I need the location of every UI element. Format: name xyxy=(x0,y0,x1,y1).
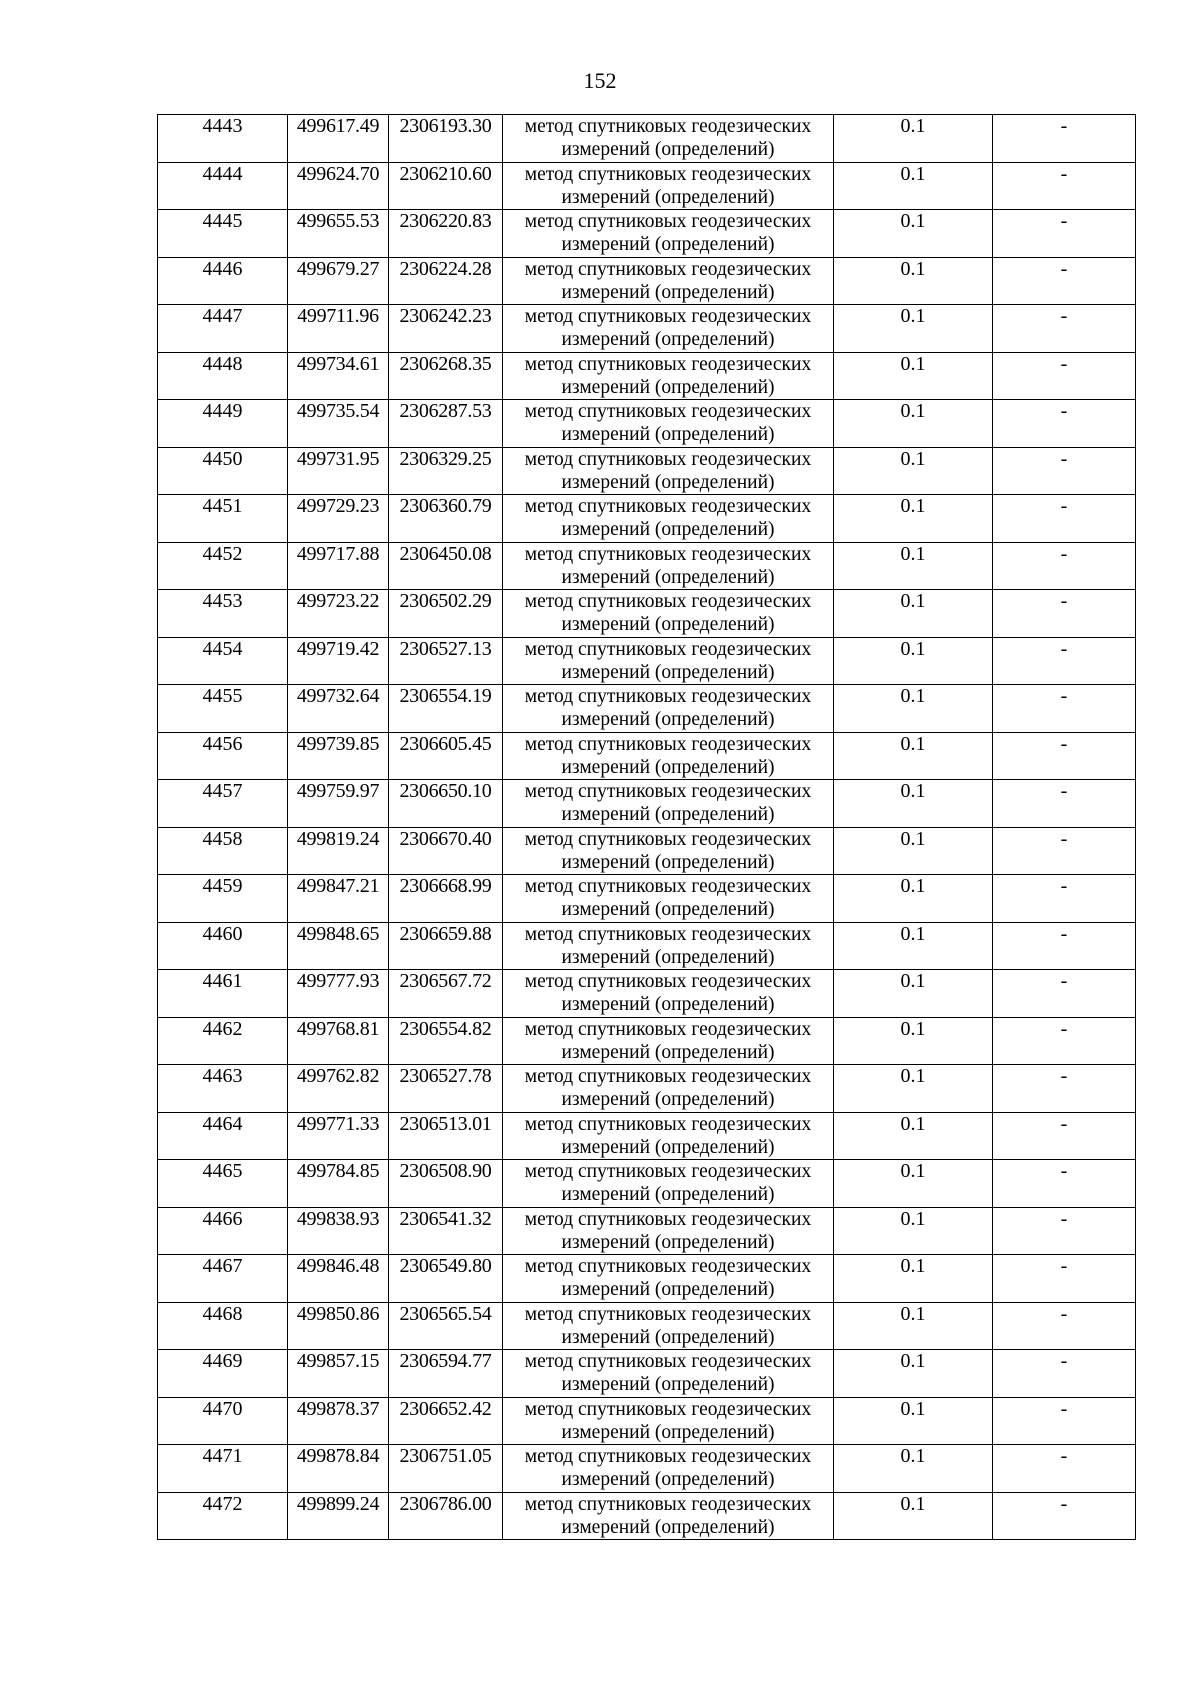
x-coordinate-cell: 499624.70 xyxy=(288,162,389,210)
y-coordinate-cell: 2306786.00 xyxy=(389,1492,503,1540)
table-row xyxy=(158,352,1136,400)
table-row xyxy=(158,1350,1136,1398)
x-coordinate-cell: 499857.15 xyxy=(288,1350,389,1398)
method-text-line2: измерений (определений) xyxy=(561,661,775,683)
method-cell xyxy=(503,1302,834,1350)
y-coordinate-cell: 2306360.79 xyxy=(389,495,503,543)
method-text-line2: измерений (определений) xyxy=(561,1089,775,1110)
y-coordinate-cell: 2306508.90 xyxy=(389,1160,503,1208)
table-row xyxy=(158,1492,1136,1540)
point-id-cell: 4467 xyxy=(158,1255,288,1303)
point-id-cell: 4462 xyxy=(158,1017,288,1065)
accuracy-cell: 0.1 xyxy=(834,1445,993,1493)
method-text-line1: метод спутниковых геодезических xyxy=(524,1113,812,1135)
note-cell: - xyxy=(993,1112,1136,1160)
method-text-line1: метод спутниковых геодезических xyxy=(524,923,812,945)
y-coordinate-cell: 2306565.54 xyxy=(389,1302,503,1350)
y-coordinate-cell: 2306527.13 xyxy=(389,637,503,685)
method-cell xyxy=(503,400,834,448)
method-text-line2: измерений (определений) xyxy=(561,1469,775,1490)
accuracy-cell: 0.1 xyxy=(834,1255,993,1303)
table-row xyxy=(158,1445,1136,1493)
accuracy-cell: 0.1 xyxy=(834,447,993,495)
method-text-line1: метод спутниковых геодезических xyxy=(524,686,812,707)
method-cell xyxy=(503,827,834,875)
x-coordinate-cell: 499819.24 xyxy=(288,827,389,875)
note-cell: - xyxy=(993,1350,1136,1398)
method-text-line2: измерений (определений) xyxy=(561,614,775,635)
point-id-cell: 4455 xyxy=(158,685,288,733)
table-row xyxy=(158,875,1136,923)
method-text-line1: метод спутниковых геодезических xyxy=(524,543,812,565)
method-cell xyxy=(503,637,834,685)
accuracy-cell: 0.1 xyxy=(834,970,993,1018)
method-text-line1: метод спутниковых геодезических xyxy=(524,1446,812,1467)
method-text-line1: метод спутниковых геодезических xyxy=(524,1351,812,1372)
accuracy-cell: 0.1 xyxy=(834,875,993,923)
method-text-line1: метод спутниковых геодезических xyxy=(524,1208,812,1230)
method-cell xyxy=(503,1017,834,1065)
method-text-line1: метод спутниковых геодезических xyxy=(524,876,812,897)
table-row xyxy=(158,447,1136,495)
x-coordinate-cell: 499723.22 xyxy=(288,590,389,638)
method-text-line2: измерений (определений) xyxy=(561,1326,775,1348)
method-text-line2: измерений (определений) xyxy=(561,756,775,778)
table-row xyxy=(158,305,1136,353)
y-coordinate-cell: 2306751.05 xyxy=(389,1445,503,1493)
method-text-line2: измерений (определений) xyxy=(561,1231,775,1253)
method-text-line2: измерений (определений) xyxy=(561,946,775,968)
table-row xyxy=(158,1112,1136,1160)
point-id-cell: 4463 xyxy=(158,1065,288,1113)
method-cell xyxy=(503,1445,834,1493)
method-cell xyxy=(503,1160,834,1208)
accuracy-cell: 0.1 xyxy=(834,400,993,448)
table-row xyxy=(158,1397,1136,1445)
accuracy-cell: 0.1 xyxy=(834,115,993,163)
note-cell: - xyxy=(993,162,1136,210)
table-row xyxy=(158,495,1136,543)
method-text-line1: метод спутниковых геодезических xyxy=(524,733,812,755)
method-cell xyxy=(503,162,834,210)
method-text-line1: метод спутниковых геодезических xyxy=(524,163,812,185)
accuracy-cell: 0.1 xyxy=(834,685,993,733)
method-text-line1: метод спутниковых геодезических xyxy=(524,1066,812,1087)
y-coordinate-cell: 2306668.99 xyxy=(389,875,503,923)
method-text-line2: измерений (определений) xyxy=(561,709,775,730)
accuracy-cell: 0.1 xyxy=(834,1207,993,1255)
note-cell: - xyxy=(993,827,1136,875)
method-text-line1: метод спутниковых геодезических xyxy=(524,1256,812,1277)
accuracy-cell: 0.1 xyxy=(834,162,993,210)
method-cell xyxy=(503,257,834,305)
method-text-line1: метод спутниковых геодезических xyxy=(524,1493,812,1515)
accuracy-cell: 0.1 xyxy=(834,590,993,638)
method-cell xyxy=(503,1112,834,1160)
note-cell: - xyxy=(993,1302,1136,1350)
x-coordinate-cell: 499617.49 xyxy=(288,115,389,163)
point-id-cell: 4465 xyxy=(158,1160,288,1208)
y-coordinate-cell: 2306605.45 xyxy=(389,732,503,780)
x-coordinate-cell: 499734.61 xyxy=(288,352,389,400)
point-id-cell: 4445 xyxy=(158,210,288,258)
note-cell: - xyxy=(993,115,1136,163)
note-cell: - xyxy=(993,400,1136,448)
accuracy-cell: 0.1 xyxy=(834,1492,993,1540)
accuracy-cell: 0.1 xyxy=(834,1302,993,1350)
x-coordinate-cell: 499784.85 xyxy=(288,1160,389,1208)
table-row xyxy=(158,115,1136,163)
note-cell: - xyxy=(993,1492,1136,1540)
note-cell: - xyxy=(993,637,1136,685)
x-coordinate-cell: 499731.95 xyxy=(288,447,389,495)
method-cell xyxy=(503,590,834,638)
point-id-cell: 4456 xyxy=(158,732,288,780)
method-text-line2: измерений (определений) xyxy=(561,994,775,1015)
accuracy-cell: 0.1 xyxy=(834,352,993,400)
note-cell: - xyxy=(993,685,1136,733)
point-id-cell: 4446 xyxy=(158,257,288,305)
x-coordinate-cell: 499719.42 xyxy=(288,637,389,685)
point-id-cell: 4451 xyxy=(158,495,288,543)
accuracy-cell: 0.1 xyxy=(834,922,993,970)
method-text-line1: метод спутниковых геодезических xyxy=(524,828,812,850)
method-text-line1: метод спутниковых геодезических xyxy=(524,401,812,422)
note-cell: - xyxy=(993,210,1136,258)
accuracy-cell: 0.1 xyxy=(834,1112,993,1160)
method-text-line1: метод спутниковых геодезических xyxy=(524,211,812,232)
x-coordinate-cell: 499848.65 xyxy=(288,922,389,970)
method-text-line2: измерений (определений) xyxy=(561,851,775,873)
y-coordinate-cell: 2306659.88 xyxy=(389,922,503,970)
point-id-cell: 4472 xyxy=(158,1492,288,1540)
accuracy-cell: 0.1 xyxy=(834,1350,993,1398)
method-cell xyxy=(503,115,834,163)
point-id-cell: 4469 xyxy=(158,1350,288,1398)
y-coordinate-cell: 2306527.78 xyxy=(389,1065,503,1113)
table-row xyxy=(158,780,1136,828)
y-coordinate-cell: 2306650.10 xyxy=(389,780,503,828)
method-text-line2: измерений (определений) xyxy=(561,376,775,398)
accuracy-cell: 0.1 xyxy=(834,780,993,828)
y-coordinate-cell: 2306541.32 xyxy=(389,1207,503,1255)
method-text-line1: метод спутниковых геодезических xyxy=(524,353,812,375)
y-coordinate-cell: 2306502.29 xyxy=(389,590,503,638)
accuracy-cell: 0.1 xyxy=(834,732,993,780)
y-coordinate-cell: 2306224.28 xyxy=(389,257,503,305)
point-id-cell: 4454 xyxy=(158,637,288,685)
method-text-line2: измерений (определений) xyxy=(561,186,775,208)
method-text-line2: измерений (определений) xyxy=(561,1184,775,1205)
x-coordinate-cell: 499732.64 xyxy=(288,685,389,733)
x-coordinate-cell: 499771.33 xyxy=(288,1112,389,1160)
method-cell xyxy=(503,1350,834,1398)
x-coordinate-cell: 499847.21 xyxy=(288,875,389,923)
note-cell: - xyxy=(993,590,1136,638)
y-coordinate-cell: 2306670.40 xyxy=(389,827,503,875)
method-text-line2: измерений (определений) xyxy=(561,1421,775,1443)
method-text-line1: метод спутниковых геодезических xyxy=(524,1018,812,1040)
note-cell: - xyxy=(993,1017,1136,1065)
y-coordinate-cell: 2306450.08 xyxy=(389,542,503,590)
table-row xyxy=(158,590,1136,638)
method-cell xyxy=(503,970,834,1018)
method-text-line1: метод спутниковых геодезических xyxy=(524,1161,812,1182)
y-coordinate-cell: 2306329.25 xyxy=(389,447,503,495)
method-text-line1: метод спутниковых геодезических xyxy=(524,306,812,327)
method-cell xyxy=(503,495,834,543)
table-row xyxy=(158,400,1136,448)
table-row xyxy=(158,827,1136,875)
note-cell: - xyxy=(993,1397,1136,1445)
point-id-cell: 4458 xyxy=(158,827,288,875)
point-id-cell: 4444 xyxy=(158,162,288,210)
x-coordinate-cell: 499768.81 xyxy=(288,1017,389,1065)
method-text-line2: измерений (определений) xyxy=(561,139,775,160)
note-cell: - xyxy=(993,305,1136,353)
point-id-cell: 4449 xyxy=(158,400,288,448)
point-id-cell: 4471 xyxy=(158,1445,288,1493)
method-cell xyxy=(503,1492,834,1540)
note-cell: - xyxy=(993,447,1136,495)
x-coordinate-cell: 499729.23 xyxy=(288,495,389,543)
accuracy-cell: 0.1 xyxy=(834,542,993,590)
y-coordinate-cell: 2306220.83 xyxy=(389,210,503,258)
x-coordinate-cell: 499878.37 xyxy=(288,1397,389,1445)
note-cell: - xyxy=(993,495,1136,543)
x-coordinate-cell: 499759.97 xyxy=(288,780,389,828)
note-cell: - xyxy=(993,732,1136,780)
table-row xyxy=(158,1302,1136,1350)
accuracy-cell: 0.1 xyxy=(834,210,993,258)
point-id-cell: 4461 xyxy=(158,970,288,1018)
coordinates-table xyxy=(157,114,1136,1540)
table-row xyxy=(158,210,1136,258)
point-id-cell: 4448 xyxy=(158,352,288,400)
note-cell: - xyxy=(993,1160,1136,1208)
y-coordinate-cell: 2306210.60 xyxy=(389,162,503,210)
point-id-cell: 4447 xyxy=(158,305,288,353)
method-text-line2: измерений (определений) xyxy=(561,566,775,588)
y-coordinate-cell: 2306549.80 xyxy=(389,1255,503,1303)
method-text-line2: измерений (определений) xyxy=(561,1516,775,1538)
method-text-line1: метод спутниковых геодезических xyxy=(524,448,812,470)
accuracy-cell: 0.1 xyxy=(834,637,993,685)
method-text-line1: метод спутниковых геодезических xyxy=(524,781,812,802)
method-cell xyxy=(503,305,834,353)
point-id-cell: 4459 xyxy=(158,875,288,923)
point-id-cell: 4443 xyxy=(158,115,288,163)
accuracy-cell: 0.1 xyxy=(834,1160,993,1208)
note-cell: - xyxy=(993,1255,1136,1303)
method-cell xyxy=(503,685,834,733)
method-cell xyxy=(503,922,834,970)
table-row xyxy=(158,1065,1136,1113)
table-row xyxy=(158,1160,1136,1208)
accuracy-cell: 0.1 xyxy=(834,305,993,353)
x-coordinate-cell: 499777.93 xyxy=(288,970,389,1018)
accuracy-cell: 0.1 xyxy=(834,257,993,305)
note-cell: - xyxy=(993,1445,1136,1493)
point-id-cell: 4466 xyxy=(158,1207,288,1255)
x-coordinate-cell: 499846.48 xyxy=(288,1255,389,1303)
y-coordinate-cell: 2306554.19 xyxy=(389,685,503,733)
table-row xyxy=(158,922,1136,970)
method-cell xyxy=(503,542,834,590)
x-coordinate-cell: 499762.82 xyxy=(288,1065,389,1113)
point-id-cell: 4468 xyxy=(158,1302,288,1350)
accuracy-cell: 0.1 xyxy=(834,1065,993,1113)
x-coordinate-cell: 499711.96 xyxy=(288,305,389,353)
method-text-line2: измерений (определений) xyxy=(561,1279,775,1300)
note-cell: - xyxy=(993,970,1136,1018)
point-id-cell: 4464 xyxy=(158,1112,288,1160)
method-text-line2: измерений (определений) xyxy=(561,424,775,445)
x-coordinate-cell: 499655.53 xyxy=(288,210,389,258)
method-text-line1: метод спутниковых геодезических xyxy=(524,1398,812,1420)
method-text-line2: измерений (определений) xyxy=(561,329,775,350)
point-id-cell: 4457 xyxy=(158,780,288,828)
accuracy-cell: 0.1 xyxy=(834,827,993,875)
method-cell xyxy=(503,210,834,258)
method-text-line2: измерений (определений) xyxy=(561,804,775,825)
note-cell: - xyxy=(993,875,1136,923)
table-row xyxy=(158,970,1136,1018)
table-row xyxy=(158,1207,1136,1255)
method-text-line1: метод спутниковых геодезических xyxy=(524,591,812,612)
x-coordinate-cell: 499878.84 xyxy=(288,1445,389,1493)
method-cell xyxy=(503,1255,834,1303)
method-cell xyxy=(503,352,834,400)
method-text-line2: измерений (определений) xyxy=(561,281,775,303)
x-coordinate-cell: 499899.24 xyxy=(288,1492,389,1540)
table-row xyxy=(158,1255,1136,1303)
table-row xyxy=(158,732,1136,780)
method-cell xyxy=(503,875,834,923)
method-text-line2: измерений (определений) xyxy=(561,471,775,493)
x-coordinate-cell: 499717.88 xyxy=(288,542,389,590)
method-cell xyxy=(503,780,834,828)
table-row xyxy=(158,685,1136,733)
point-id-cell: 4460 xyxy=(158,922,288,970)
method-cell xyxy=(503,1065,834,1113)
note-cell: - xyxy=(993,1207,1136,1255)
method-cell xyxy=(503,447,834,495)
y-coordinate-cell: 2306193.30 xyxy=(389,115,503,163)
note-cell: - xyxy=(993,780,1136,828)
method-text-line1: метод спутниковых геодезических xyxy=(524,1303,812,1325)
x-coordinate-cell: 499735.54 xyxy=(288,400,389,448)
note-cell: - xyxy=(993,257,1136,305)
point-id-cell: 4470 xyxy=(158,1397,288,1445)
point-id-cell: 4452 xyxy=(158,542,288,590)
method-text-line2: измерений (определений) xyxy=(561,234,775,255)
table-row xyxy=(158,637,1136,685)
table-row xyxy=(158,542,1136,590)
method-text-line1: метод спутниковых геодезических xyxy=(524,258,812,280)
method-cell xyxy=(503,1207,834,1255)
method-text-line2: измерений (определений) xyxy=(561,899,775,920)
method-text-line1: метод спутниковых геодезических xyxy=(524,116,812,137)
method-text-line1: метод спутниковых геодезических xyxy=(524,496,812,517)
method-text-line1: метод спутниковых геодезических xyxy=(524,638,812,660)
table-row xyxy=(158,1017,1136,1065)
method-text-line2: измерений (определений) xyxy=(561,1041,775,1063)
y-coordinate-cell: 2306268.35 xyxy=(389,352,503,400)
table-row xyxy=(158,162,1136,210)
method-cell xyxy=(503,732,834,780)
y-coordinate-cell: 2306287.53 xyxy=(389,400,503,448)
y-coordinate-cell: 2306567.72 xyxy=(389,970,503,1018)
table-row xyxy=(158,257,1136,305)
point-id-cell: 4453 xyxy=(158,590,288,638)
method-text-line2: измерений (определений) xyxy=(561,1136,775,1158)
page-number: 152 xyxy=(583,68,617,93)
x-coordinate-cell: 499838.93 xyxy=(288,1207,389,1255)
note-cell: - xyxy=(993,1065,1136,1113)
table-body xyxy=(158,115,1136,1540)
note-cell: - xyxy=(993,922,1136,970)
y-coordinate-cell: 2306652.42 xyxy=(389,1397,503,1445)
y-coordinate-cell: 2306242.23 xyxy=(389,305,503,353)
method-text-line1: метод спутниковых геодезических xyxy=(524,971,812,992)
x-coordinate-cell: 499679.27 xyxy=(288,257,389,305)
y-coordinate-cell: 2306594.77 xyxy=(389,1350,503,1398)
accuracy-cell: 0.1 xyxy=(834,1017,993,1065)
y-coordinate-cell: 2306513.01 xyxy=(389,1112,503,1160)
note-cell: - xyxy=(993,352,1136,400)
y-coordinate-cell: 2306554.82 xyxy=(389,1017,503,1065)
accuracy-cell: 0.1 xyxy=(834,1397,993,1445)
x-coordinate-cell: 499850.86 xyxy=(288,1302,389,1350)
point-id-cell: 4450 xyxy=(158,447,288,495)
method-text-line2: измерений (определений) xyxy=(561,1374,775,1395)
accuracy-cell: 0.1 xyxy=(834,495,993,543)
x-coordinate-cell: 499739.85 xyxy=(288,732,389,780)
method-cell xyxy=(503,1397,834,1445)
note-cell: - xyxy=(993,542,1136,590)
method-text-line2: измерений (определений) xyxy=(561,519,775,540)
